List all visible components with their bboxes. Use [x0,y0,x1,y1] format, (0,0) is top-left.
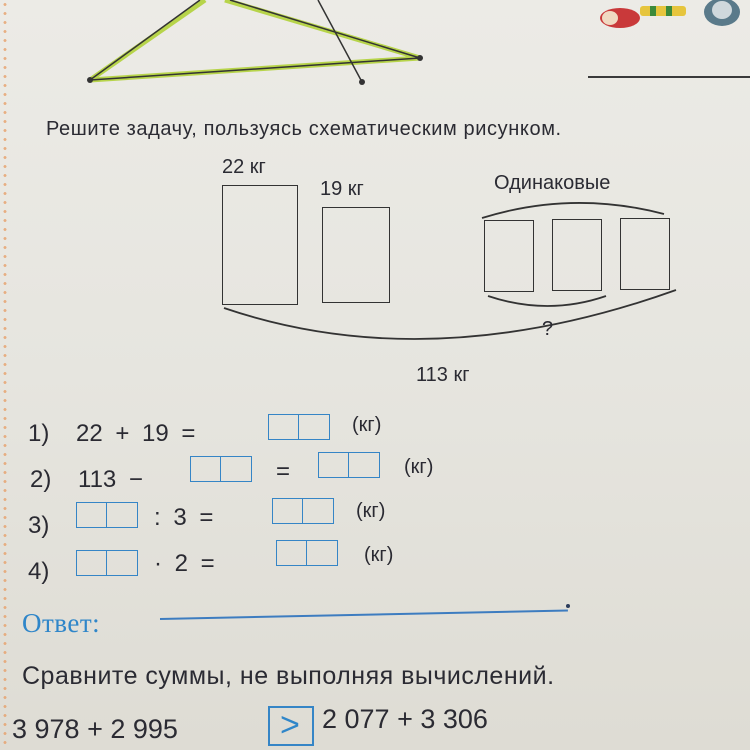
weight-a-label: 22 кг [222,156,266,178]
step-3-unit: (кг) [356,500,386,522]
compare-title: Сравните суммы, не выполняя вычислений. [22,662,555,690]
step-1-unit: (кг) [352,414,382,436]
step-1-expression: 22 + 19 = [76,420,196,447]
same-label: Одинаковые [494,172,611,194]
step-2-number: 2) [30,466,52,493]
step-2-left: 113 − [78,466,143,493]
step-3-operation: : 3 = [154,504,214,531]
step-4-number: 4) [28,558,50,585]
total-label: 113 кг [416,364,470,386]
weight-b-label: 19 кг [320,178,364,200]
top-brace [482,203,664,218]
compare-left-sum: 3 978 + 2 995 [12,714,178,744]
answer-dot [566,604,570,608]
compare-right-sum: 2 077 + 3 306 [322,704,488,734]
step-1-number: 1) [28,420,50,447]
step-4-unit: (кг) [364,544,394,566]
question-mark: ? [542,318,554,340]
step-2-answer-boxes[interactable] [318,452,380,478]
answer-label: Ответ: [22,608,101,638]
task-title: Решите задачу, пользуясь схематическим рисунком. [46,118,562,140]
compare-sign: > [280,706,300,744]
step-4-answer-boxes[interactable] [276,540,338,566]
step-2-input-boxes[interactable] [190,456,252,482]
step-4-operation: · 2 = [154,550,215,577]
step-4-input-boxes[interactable] [76,550,138,576]
answer-line[interactable] [160,609,568,620]
step-2-unit: (кг) [404,456,434,478]
step-1-answer-boxes[interactable] [268,414,330,440]
question-brace [488,296,606,306]
total-brace [224,290,676,339]
step-3-input-boxes[interactable] [76,502,138,528]
step-3-answer-boxes[interactable] [272,498,334,524]
step-2-equals: = [276,458,291,485]
compare-sign-box[interactable] [268,706,314,746]
step-3-number: 3) [28,512,50,539]
